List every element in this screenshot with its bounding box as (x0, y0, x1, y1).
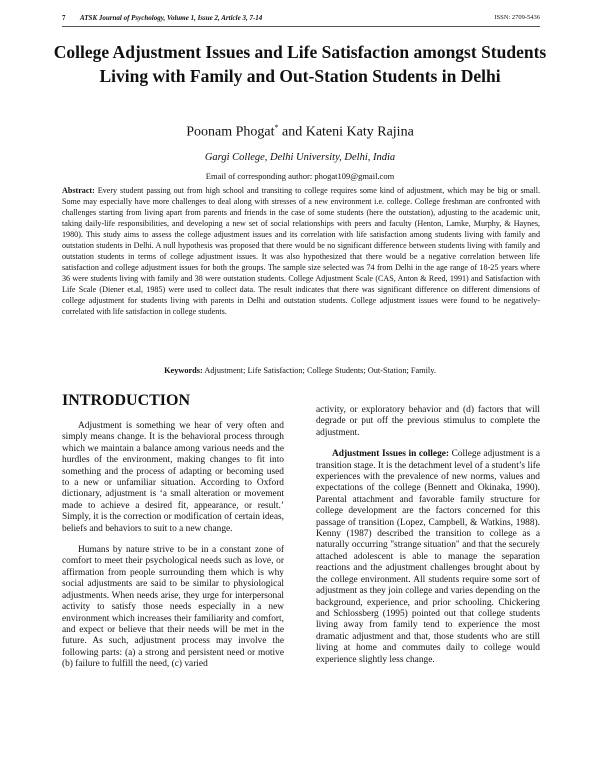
left-column (62, 421, 284, 681)
section-heading: INTRODUCTION (62, 392, 191, 409)
corresponding-email: Email of corresponding author: phogat109@gmail.com (205, 171, 395, 181)
abstract (62, 185, 540, 317)
issn: ISSN: 2709-5436 (494, 14, 540, 21)
body-paragraph (316, 449, 540, 666)
keywords-label: Keywords: (164, 366, 203, 375)
keywords (40, 366, 560, 375)
affiliation: Gargi College, Delhi University, Delhi, India (204, 152, 396, 163)
keywords-text: Adjustment; Life Satisfaction; College Students; Out-Station; Family. (202, 366, 436, 375)
author-name: Poonam Phogat (186, 124, 275, 140)
paper-title: College Adjustment Issues and Life Satisfaction amongst Students Living with Family and Out-Station Students in Delhi (53, 42, 547, 86)
journal-citation: ATSK Journal of Psychology, Volume 1, Issue 2, Article 3, 7-14 (80, 14, 263, 22)
author-line (40, 123, 560, 141)
abstract-label: Abstract: (62, 186, 95, 195)
body-paragraph: activity, or exploratory behavior and (d) factors that will degrade or put off the previous stimulus to complete the adjustment. (316, 405, 540, 438)
subsection-heading: Adjustment Issues in college: (332, 449, 450, 460)
abstract-text: Every student passing out from high school and transiting to college requires some kind of adjustment, which may be big or small. Some may especially have more challenges to deal along with stresses of a new environment i.e. college. College freshman are confronted with challenges starting from living apart from parents and friends in the case of some students (here the outstation), adjusting to the academic unit, taking daily-life responsibilities, and developing a new set of social relationships with peers and faculty (Henton, Lamke, Murphy, & Haynes, 1980). This study aims to assess the college adjustment issues and its correlation with life satisfaction among students living with family and outstation students in Delhi. A null hypothesis was proposed that there would be no significant difference between students living with family and outstation students in terms of college adjustment issues. It was also hypothesized that there would be a negative correlation between life satisfaction and college adjustment issues for both the groups. The sample size selected was 74 from Delhi in the age range of 18-25 years where 36 were students living with family and 38 were outstation students. College Adjustment Scale (CAS, Anton & Reed, 1991) and Satisfaction with Life Scale (Diener et.al, 1985) were used to collect data. The result indicates that there was significant difference on different dimensions of college adjustment for students living with parents in Delhi and outstation students. College adjustment issues were found to be negatively-correlated with life satisfaction in college students. (62, 186, 540, 316)
page-number: 7 (62, 14, 66, 22)
right-column (316, 405, 540, 676)
body-text: College adjustment is a transition stage. It is the detachment level of a student’s life experiences with the prevalence of new norms, values and expectations of the college (Bennett and Okinaka, 1990). Parental attachment and favorable family structure for college development are the factors concerned for this passage of transition (Lopez, Campbell, & Watkins, 1988). Kenny (1987) described the transition to college as a naturally occurring "strange situation" and that the securely attached adolescent is able to manage the separation reactions and the adjustment challenges brought about by the college environment. All students require some sort of adjustment as they join college and varies depending on the background, experience, and prior schooling. Chickering and Schlossberg (1995) pointed out that college students living away from family tend to experience the most dramatic adjustment and that, those students who are still living at home and commutes daily to college would experience slightly less change. (316, 449, 541, 665)
corresponding-marker: * (274, 123, 279, 132)
author-joiner: and (278, 124, 306, 140)
body-paragraph: Humans by nature strive to be in a constant zone of comfort to meet their psychological needs such as love, or affirmation from people surrounding them which is why social adjustments are said to be similar to physiological adjustments. When needs arise, they urge for interpersonal activity to satisfy those needs especially in a new environment which increases their familiarity and comfort, and expect or believe that their needs will be met in the future. As such, adjustment process may involve the following parts: (a) a strong and persistent need or motive (b) failure to fulfill the need, (c) varied (62, 545, 284, 670)
body-paragraph: Adjustment is something we hear of very often and simply means change. It is the behavioral process through which we maintain a balance among various needs and the hurdles of the environment, making changes to fit into something and the process of adapting or becoming used to a new or unfamiliar situation. According to Oxford dictionary, adjustment is ‘a small alteration or movement made to achieve a desired fit, appearance, or result.’ Simply, it is the correction or modification of certain ideas, beliefs and behaviors to suit to a new change. (62, 421, 284, 534)
author-name: Kateni Katy Rajina (305, 124, 414, 140)
running-header (62, 12, 540, 27)
